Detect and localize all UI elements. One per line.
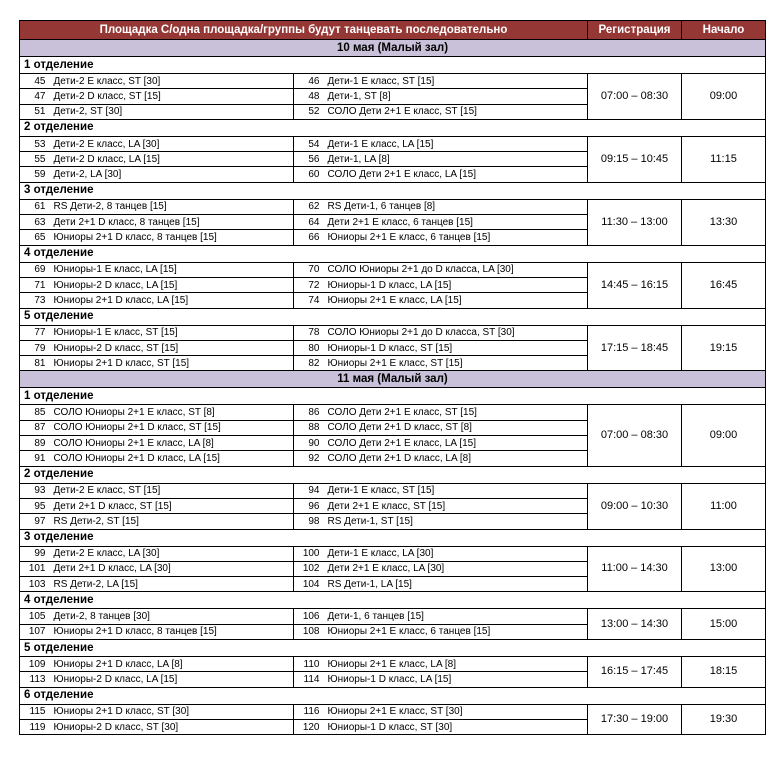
group-number: 107	[20, 624, 52, 639]
group-number: 69	[20, 262, 52, 277]
start-time: 13:30	[682, 199, 766, 245]
table-row	[20, 325, 766, 340]
group-name: Юниоры-2 D класс, ST [30]	[52, 719, 294, 734]
group-name: RS Дети-1, ST [15]	[326, 514, 588, 529]
start-time: 18:15	[682, 657, 766, 688]
group-number: 72	[294, 277, 326, 292]
group-name: Дети 2+1 Е класс, ST [15]	[326, 498, 588, 513]
group-name: Юниоры 2+1 D класс, 8 танцев [15]	[52, 624, 294, 639]
group-number: 78	[294, 325, 326, 340]
group-number: 51	[20, 104, 52, 119]
registration-time: 07:00 – 08:30	[588, 405, 682, 466]
group-number: 86	[294, 405, 326, 420]
start-time: 11:15	[682, 136, 766, 182]
group-number: 93	[20, 483, 52, 498]
group-number: 94	[294, 483, 326, 498]
group-name: Дети-1, LA [8]	[326, 152, 588, 167]
start-time: 09:00	[682, 405, 766, 466]
group-number: 103	[20, 577, 52, 592]
group-name: Юниоры 2+1 Е класс, 6 танцев [15]	[326, 230, 588, 245]
group-name: Дети-1 Е класс, LA [30]	[326, 546, 588, 561]
group-number: 102	[294, 561, 326, 576]
section-title: 5 отделение	[20, 308, 766, 325]
group-number: 54	[294, 136, 326, 151]
start-time: 19:30	[682, 704, 766, 735]
group-name: Дети-1, ST [8]	[326, 89, 588, 104]
group-number: 109	[20, 657, 52, 672]
schedule-table	[19, 20, 766, 735]
section-row	[20, 308, 766, 325]
group-name: СОЛО Дети 2+1 D класс, LA [8]	[326, 451, 588, 466]
table-row	[20, 609, 766, 624]
group-number: 91	[20, 451, 52, 466]
group-number: 73	[20, 293, 52, 308]
group-name: Юниоры-1 D класс, LA [15]	[326, 277, 588, 292]
start-time: 16:45	[682, 262, 766, 308]
header-title: Площадка С/одна площадка/группы будут танцевать последовательно	[20, 21, 588, 40]
group-number: 80	[294, 340, 326, 355]
group-name: RS Дети-2, LA [15]	[52, 577, 294, 592]
registration-time: 16:15 – 17:45	[588, 657, 682, 688]
registration-time: 09:15 – 10:45	[588, 136, 682, 182]
group-number: 89	[20, 436, 52, 451]
table-row	[20, 199, 766, 214]
group-number: 48	[294, 89, 326, 104]
group-number: 119	[20, 719, 52, 734]
registration-time: 07:00 – 08:30	[588, 74, 682, 120]
group-name: Дети-1 Е класс, ST [15]	[326, 483, 588, 498]
header-start: Начало	[682, 21, 766, 40]
group-number: 92	[294, 451, 326, 466]
group-number: 113	[20, 672, 52, 687]
group-number: 79	[20, 340, 52, 355]
group-name: Юниоры-2 D класс, ST [15]	[52, 340, 294, 355]
group-number: 60	[294, 167, 326, 182]
group-name: Юниоры 2+1 Е класс, LA [8]	[326, 657, 588, 672]
group-number: 53	[20, 136, 52, 151]
group-number: 100	[294, 546, 326, 561]
section-row	[20, 245, 766, 262]
group-name: Дети 2+1 Е класс, LA [30]	[326, 561, 588, 576]
start-time: 09:00	[682, 74, 766, 120]
group-number: 120	[294, 719, 326, 734]
registration-time: 17:15 – 18:45	[588, 325, 682, 371]
group-number: 88	[294, 420, 326, 435]
group-number: 74	[294, 293, 326, 308]
day-row	[20, 40, 766, 57]
group-name: СОЛО Юниоры 2+1 до D класса, ST [30]	[326, 325, 588, 340]
section-title: 4 отделение	[20, 592, 766, 609]
group-name: СОЛО Юниоры 2+1 до D класса, LA [30]	[326, 262, 588, 277]
group-name: Дети-2, ST [30]	[52, 104, 294, 119]
group-name: Юниоры-2 D класс, LA [15]	[52, 672, 294, 687]
group-name: Дети-1, 6 танцев [15]	[326, 609, 588, 624]
group-name: СОЛО Юниоры 2+1 D класс, LA [15]	[52, 451, 294, 466]
table-row	[20, 405, 766, 420]
group-name: Дети 2+1 Е класс, 6 танцев [15]	[326, 215, 588, 230]
group-name: СОЛО Дети 2+1 Е класс, LA [15]	[326, 436, 588, 451]
group-number: 106	[294, 609, 326, 624]
section-row	[20, 687, 766, 704]
group-number: 90	[294, 436, 326, 451]
group-name: Дети-2, LA [30]	[52, 167, 294, 182]
group-number: 85	[20, 405, 52, 420]
registration-time: 11:30 – 13:00	[588, 199, 682, 245]
group-number: 81	[20, 356, 52, 371]
day-title: 10 мая (Малый зал)	[20, 40, 766, 57]
group-number: 63	[20, 215, 52, 230]
group-number: 98	[294, 514, 326, 529]
table-row	[20, 74, 766, 89]
section-title: 6 отделение	[20, 687, 766, 704]
section-row	[20, 388, 766, 405]
section-title: 2 отделение	[20, 466, 766, 483]
table-row	[20, 483, 766, 498]
group-name: Дети 2+1 D класс, 8 танцев [15]	[52, 215, 294, 230]
section-row	[20, 57, 766, 74]
group-number: 99	[20, 546, 52, 561]
header-row	[20, 21, 766, 40]
group-number: 101	[20, 561, 52, 576]
header-registration: Регистрация	[588, 21, 682, 40]
section-row	[20, 119, 766, 136]
group-number: 114	[294, 672, 326, 687]
group-number: 95	[20, 498, 52, 513]
section-title: 4 отделение	[20, 245, 766, 262]
group-number: 115	[20, 704, 52, 719]
group-name: RS Дети-2, 8 танцев [15]	[52, 199, 294, 214]
section-title: 3 отделение	[20, 182, 766, 199]
group-name: Юниоры 2+1 D класс, 8 танцев [15]	[52, 230, 294, 245]
day-title: 11 мая (Малый зал)	[20, 371, 766, 388]
group-number: 116	[294, 704, 326, 719]
group-number: 82	[294, 356, 326, 371]
group-number: 61	[20, 199, 52, 214]
group-name: СОЛО Дети 2+1 Е класс, ST [15]	[326, 104, 588, 119]
group-name: СОЛО Дети 2+1 Е класс, ST [15]	[326, 405, 588, 420]
group-name: СОЛО Юниоры 2+1 Е класс, ST [8]	[52, 405, 294, 420]
group-number: 47	[20, 89, 52, 104]
section-title: 1 отделение	[20, 57, 766, 74]
group-name: Юниоры 2+1 Е класс, ST [15]	[326, 356, 588, 371]
group-number: 45	[20, 74, 52, 89]
table-row	[20, 546, 766, 561]
group-name: Дети-2 Е класс, LA [30]	[52, 136, 294, 151]
group-number: 105	[20, 609, 52, 624]
start-time: 11:00	[682, 483, 766, 529]
group-name: СОЛО Дети 2+1 Е класс, LA [15]	[326, 167, 588, 182]
group-number: 108	[294, 624, 326, 639]
group-name: Юниоры 2+1 D класс, ST [15]	[52, 356, 294, 371]
group-name: Юниоры 2+1 D класс, LA [8]	[52, 657, 294, 672]
group-number: 110	[294, 657, 326, 672]
group-name: RS Дети-1, 6 танцев [8]	[326, 199, 588, 214]
schedule-body	[20, 21, 766, 735]
group-name: Дети-2 Е класс, LA [30]	[52, 546, 294, 561]
group-number: 77	[20, 325, 52, 340]
group-number: 71	[20, 277, 52, 292]
start-time: 19:15	[682, 325, 766, 371]
group-name: СОЛО Дети 2+1 D класс, ST [8]	[326, 420, 588, 435]
group-name: Дети-2, 8 танцев [30]	[52, 609, 294, 624]
section-row	[20, 640, 766, 657]
group-name: Дети 2+1 D класс, LA [30]	[52, 561, 294, 576]
section-title: 5 отделение	[20, 640, 766, 657]
section-row	[20, 466, 766, 483]
group-name: Дети-2 Е класс, ST [15]	[52, 483, 294, 498]
table-row	[20, 136, 766, 151]
group-number: 59	[20, 167, 52, 182]
section-row	[20, 592, 766, 609]
group-name: СОЛО Юниоры 2+1 Е класс, LA [8]	[52, 436, 294, 451]
group-number: 56	[294, 152, 326, 167]
start-time: 13:00	[682, 546, 766, 592]
registration-time: 09:00 – 10:30	[588, 483, 682, 529]
start-time: 15:00	[682, 609, 766, 640]
section-title: 1 отделение	[20, 388, 766, 405]
group-name: RS Дети-1, LA [15]	[326, 577, 588, 592]
group-number: 87	[20, 420, 52, 435]
table-row	[20, 657, 766, 672]
section-title: 2 отделение	[20, 119, 766, 136]
group-number: 46	[294, 74, 326, 89]
group-number: 104	[294, 577, 326, 592]
group-name: Юниоры-2 D класс, LA [15]	[52, 277, 294, 292]
group-number: 66	[294, 230, 326, 245]
group-name: RS Дети-2, ST [15]	[52, 514, 294, 529]
group-name: Юниоры-1 D класс, ST [15]	[326, 340, 588, 355]
group-number: 64	[294, 215, 326, 230]
table-row	[20, 262, 766, 277]
section-row	[20, 529, 766, 546]
group-name: Юниоры-1 Е класс, ST [15]	[52, 325, 294, 340]
group-name: Юниоры-1 D класс, ST [30]	[326, 719, 588, 734]
group-name: Дети-2 D класс, LA [15]	[52, 152, 294, 167]
group-number: 52	[294, 104, 326, 119]
group-name: Юниоры 2+1 Е класс, LA [15]	[326, 293, 588, 308]
group-number: 70	[294, 262, 326, 277]
group-name: СОЛО Юниоры 2+1 D класс, ST [15]	[52, 420, 294, 435]
group-name: Дети 2+1 D класс, ST [15]	[52, 498, 294, 513]
section-row	[20, 182, 766, 199]
group-name: Дети-2 D класс, ST [15]	[52, 89, 294, 104]
registration-time: 11:00 – 14:30	[588, 546, 682, 592]
section-title: 3 отделение	[20, 529, 766, 546]
group-name: Дети-2 Е класс, ST [30]	[52, 74, 294, 89]
group-name: Юниоры 2+1 D класс, ST [30]	[52, 704, 294, 719]
group-name: Юниоры-1 Е класс, LA [15]	[52, 262, 294, 277]
group-number: 55	[20, 152, 52, 167]
registration-time: 14:45 – 16:15	[588, 262, 682, 308]
group-number: 62	[294, 199, 326, 214]
group-name: Дети-1 Е класс, LA [15]	[326, 136, 588, 151]
registration-time: 17:30 – 19:00	[588, 704, 682, 735]
group-name: Юниоры 2+1 Е класс, ST [30]	[326, 704, 588, 719]
day-row	[20, 371, 766, 388]
group-number: 65	[20, 230, 52, 245]
group-number: 96	[294, 498, 326, 513]
group-name: Дети-1 Е класс, ST [15]	[326, 74, 588, 89]
group-name: Юниоры 2+1 Е класс, 6 танцев [15]	[326, 624, 588, 639]
table-row	[20, 704, 766, 719]
registration-time: 13:00 – 14:30	[588, 609, 682, 640]
group-name: Юниоры 2+1 D класс, LA [15]	[52, 293, 294, 308]
group-name: Юниоры-1 D класс, LA [15]	[326, 672, 588, 687]
group-number: 97	[20, 514, 52, 529]
